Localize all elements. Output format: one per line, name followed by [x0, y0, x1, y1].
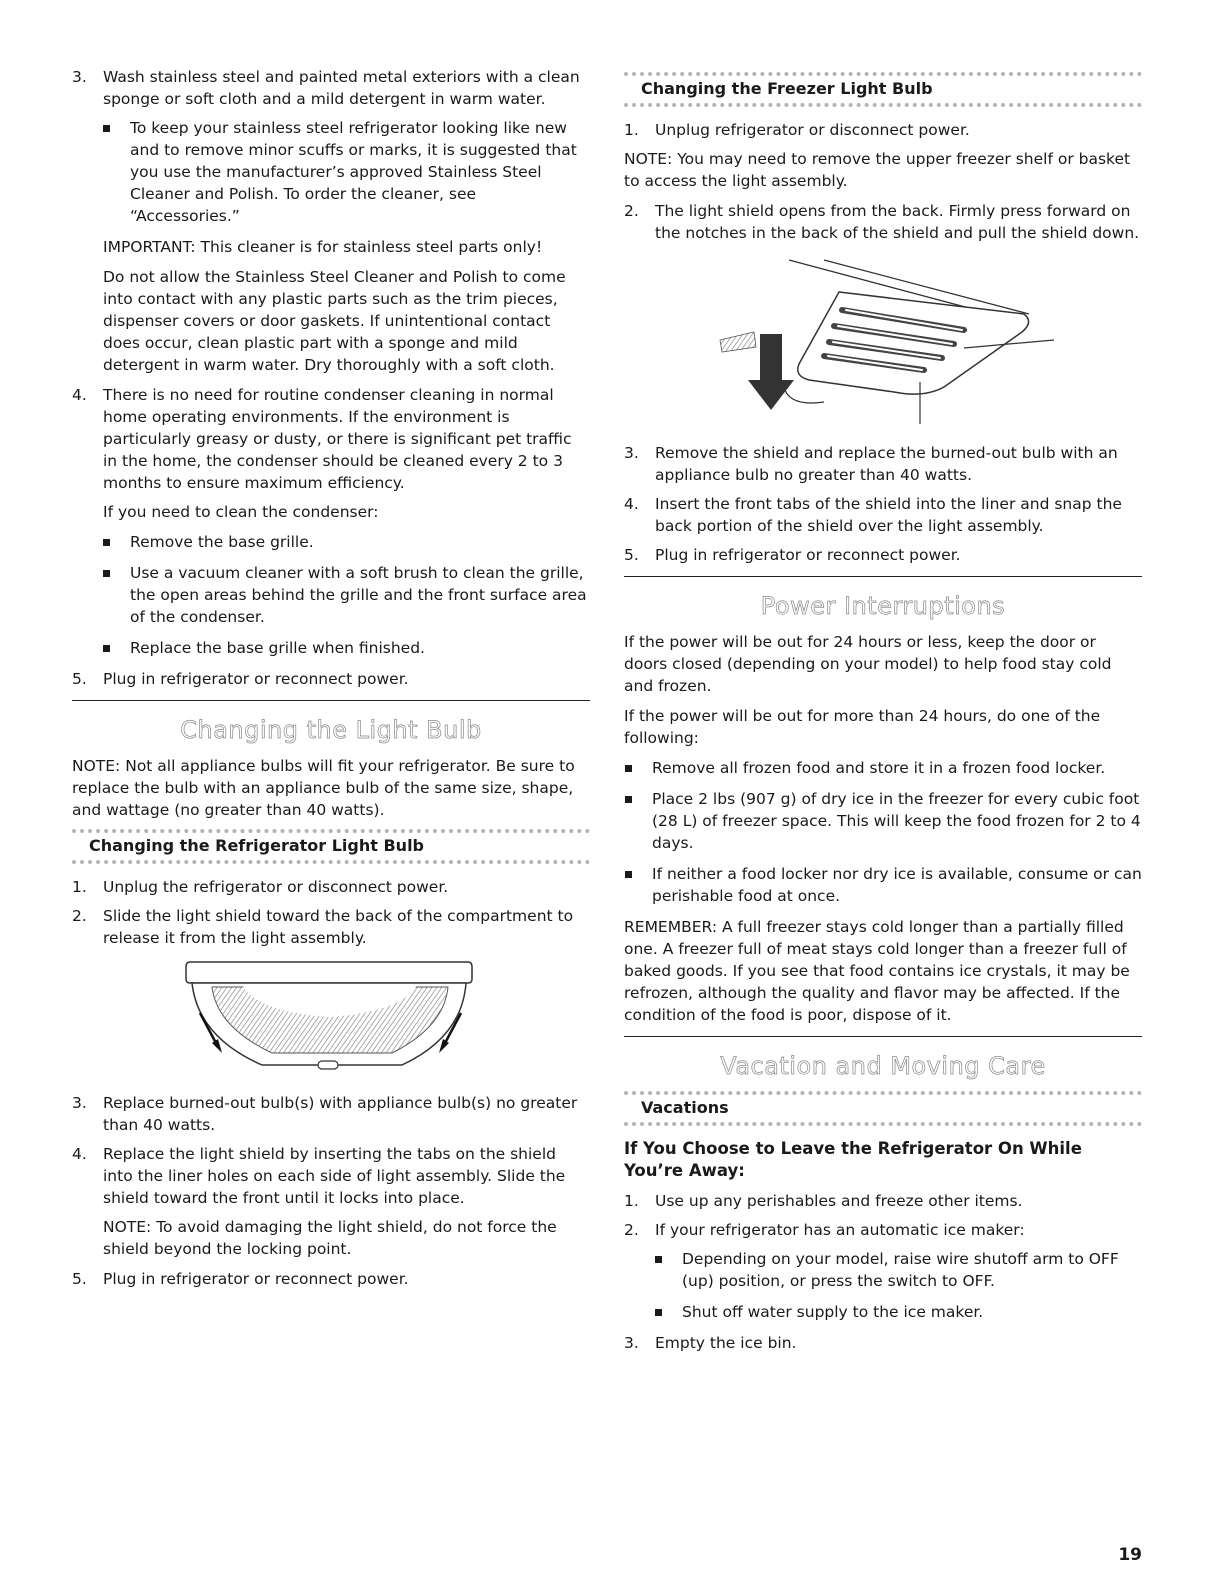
subsection-title: Changing the Freezer Light Bulb — [624, 72, 1142, 107]
item-text: There is no need for routine condenser cleaning in normal home operating environments. If the environment is particularly greasy or dusty, or there is significant pet traffic in the home, the condenser should be cleaned every 2 to 3 months to ensure maximum efficiency. — [103, 386, 572, 492]
list-item — [72, 1268, 590, 1290]
list-item — [72, 668, 590, 690]
remember-note — [624, 916, 1142, 1026]
list-item — [624, 493, 1142, 537]
paragraph: If the power will be out for 24 hours or less, keep the door or doors closed (depending on your model) to help food stay cold and frozen. — [624, 633, 1112, 695]
paragraph: Do not allow the Stainless Steel Cleaner and Polish to come into contact with any plastic parts such as the trim pieces, dispenser covers or door gaskets. If unintentional contact does occur, clean plastic part with a sponge and mild detergent in warm water. Dry thoroughly with a soft cloth. — [103, 268, 566, 374]
section-divider — [72, 700, 590, 701]
bullet-text: Shut off water supply to the ice maker. — [682, 1303, 984, 1321]
subheading: If You Choose to Leave the Refrigerator On While You’re Away: — [624, 1139, 1082, 1180]
remember-label: REMEMBER: — [624, 918, 718, 936]
bullet-text: Place 2 lbs (907 g) of dry ice in the freezer for every cubic foot (28 L) of freezer space. This will keep the food frozen for 2 to 4 days. — [652, 790, 1141, 852]
item-text: Unplug refrigerator or disconnect power. — [655, 121, 970, 139]
list-item — [72, 1143, 590, 1209]
section-divider — [624, 576, 1142, 577]
bullet-icon — [654, 1248, 682, 1292]
item-number: 5. — [72, 1270, 87, 1288]
bullet-text: Replace the base grille when finished. — [130, 639, 425, 657]
bullet-item — [654, 1248, 1142, 1292]
freezer-note — [624, 148, 1142, 192]
bullet-icon — [624, 788, 652, 854]
note-text: To avoid damaging the light shield, do not force the shield beyond the locking point. — [103, 1218, 557, 1258]
list-item — [624, 442, 1142, 486]
item-number: 3. — [624, 444, 639, 462]
bullet-item — [102, 562, 590, 628]
paragraph: If the power will be out for more than 24 hours, do one of the following: — [624, 707, 1101, 747]
item-number: 4. — [72, 386, 87, 404]
list-item — [72, 66, 590, 110]
left-column — [72, 66, 590, 1297]
note-label: NOTE: — [72, 757, 121, 775]
list-item — [624, 1332, 1142, 1354]
list-item — [72, 1092, 590, 1136]
refrigerator-light-shield-illustration — [72, 957, 590, 1082]
item-text: If your refrigerator has an automatic ice maker: — [655, 1221, 1025, 1239]
item-text: Remove the shield and replace the burned-out bulb with an appliance bulb no greater than 40 watts. — [655, 444, 1118, 484]
freezer-light-shield-illustration — [624, 252, 1142, 432]
item-text: Insert the front tabs of the shield into the liner and snap the back portion of the shield over the light assembly. — [655, 495, 1122, 535]
bullet-text: Remove all frozen food and store it in a frozen food locker. — [652, 759, 1106, 777]
important-note — [72, 236, 590, 258]
bullet-item — [102, 117, 590, 227]
bullet-icon — [102, 531, 130, 553]
item-text: Slide the light shield toward the back of the compartment to release it from the light assembly. — [103, 907, 574, 947]
list-item — [72, 876, 590, 898]
list-item — [624, 200, 1142, 244]
bullet-text: Depending on your model, raise wire shutoff arm to OFF (up) position, or press the switch to OFF. — [682, 1250, 1119, 1290]
bullet-icon — [654, 1301, 682, 1323]
list-item — [624, 119, 1142, 141]
subsection-title: Vacations — [624, 1091, 1142, 1126]
item-number: 4. — [72, 1145, 87, 1163]
bullet-item — [624, 788, 1142, 854]
item-number: 1. — [624, 121, 639, 139]
list-item — [72, 384, 590, 494]
remember-text: A full freezer stays cold longer than a partially filled one. A freezer full of meat stays cold longer than a freezer full of baked goods. If you see that food contains ice crystals, it may be refrozen, although the quality and flavor may be affected. If the condition of the food is poor, dispose of it. — [624, 918, 1130, 1024]
item-number: 2. — [624, 202, 639, 220]
item-text: Replace burned-out bulb(s) with appliance bulb(s) no greater than 40 watts. — [103, 1094, 578, 1134]
shield-note — [72, 1216, 590, 1260]
light-note — [72, 755, 590, 821]
item-number: 4. — [624, 495, 639, 513]
light-shield-diagram — [72, 957, 590, 1082]
list-item — [72, 905, 590, 949]
subsection-title: Changing the Refrigerator Light Bulb — [72, 829, 590, 864]
bullet-item — [624, 757, 1142, 779]
bullet-text: Use a vacuum cleaner with a soft brush to clean the grille, the open areas behind the grille and the front surface area of the condenser. — [130, 564, 587, 626]
bullet-icon — [102, 117, 130, 227]
item-number: 1. — [624, 1192, 639, 1210]
item-text: Plug in refrigerator or reconnect power. — [655, 546, 961, 564]
item-text: Unplug the refrigerator or disconnect power. — [103, 878, 449, 896]
section-title: Vacation and Moving Care — [720, 1052, 1046, 1080]
item-text: Use up any perishables and freeze other items. — [655, 1192, 1023, 1210]
bullet-icon — [624, 863, 652, 907]
bullet-item — [102, 637, 590, 659]
note-label: NOTE: — [103, 1218, 152, 1236]
item-text: Plug in refrigerator or reconnect power. — [103, 670, 409, 688]
section-divider — [624, 1036, 1142, 1037]
list-item — [624, 1219, 1142, 1241]
freezer-shield-diagram — [624, 252, 1142, 432]
bullet-text: To keep your stainless steel refrigerator looking like new and to remove minor scuffs or marks, it is suggested that you use the manufacturer’s approved Stainless Steel Cleaner and Polish. To order the cleaner, see “Accessories.” — [130, 119, 577, 225]
note-label: NOTE: — [624, 150, 673, 168]
page-number: 19 — [1118, 1545, 1142, 1565]
item-number: 5. — [624, 546, 639, 564]
note-text: You may need to remove the upper freezer shelf or basket to access the light assembly. — [624, 150, 1131, 190]
bullet-icon — [102, 637, 130, 659]
item-number: 3. — [72, 1094, 87, 1112]
item-number: 3. — [72, 68, 87, 86]
right-column — [624, 66, 1142, 1361]
item-number: 5. — [72, 670, 87, 688]
item-number: 1. — [72, 878, 87, 896]
bullet-text: If neither a food locker nor dry ice is available, consume or can perishable food at once. — [652, 865, 1142, 905]
item-number: 2. — [72, 907, 87, 925]
bullet-icon — [102, 562, 130, 628]
list-item — [624, 1190, 1142, 1212]
section-title: Power Interruptions — [760, 592, 1006, 620]
item-text: Plug in refrigerator or reconnect power. — [103, 1270, 409, 1288]
item-text: Empty the ice bin. — [655, 1334, 797, 1352]
item-text: The light shield opens from the back. Firmly press forward on the notches in the back of the shield and pull the shield down. — [655, 202, 1140, 242]
bullet-item — [624, 863, 1142, 907]
section-title: Changing the Light Bulb — [180, 716, 482, 744]
paragraph: If you need to clean the condenser: — [103, 503, 379, 521]
item-text: Replace the light shield by inserting the tabs on the shield into the liner holes on each side of light assembly. Slide the shield toward the front until it locks into place. — [103, 1145, 566, 1207]
list-item — [624, 544, 1142, 566]
bullet-icon — [624, 757, 652, 779]
item-number: 3. — [624, 1334, 639, 1352]
item-number: 2. — [624, 1221, 639, 1239]
important-text: This cleaner is for stainless steel parts only! — [200, 238, 543, 256]
item-text: Wash stainless steel and painted metal exteriors with a clean sponge or soft cloth and a mild detergent in warm water. — [103, 68, 580, 108]
important-label: IMPORTANT: — [103, 238, 196, 256]
note-text: Not all appliance bulbs will fit your refrigerator. Be sure to replace the bulb with an appliance bulb of the same size, shape, and wattage (no greater than 40 watts). — [72, 757, 575, 819]
bullet-item — [102, 531, 590, 553]
bullet-text: Remove the base grille. — [130, 533, 314, 551]
bullet-item — [654, 1301, 1142, 1323]
